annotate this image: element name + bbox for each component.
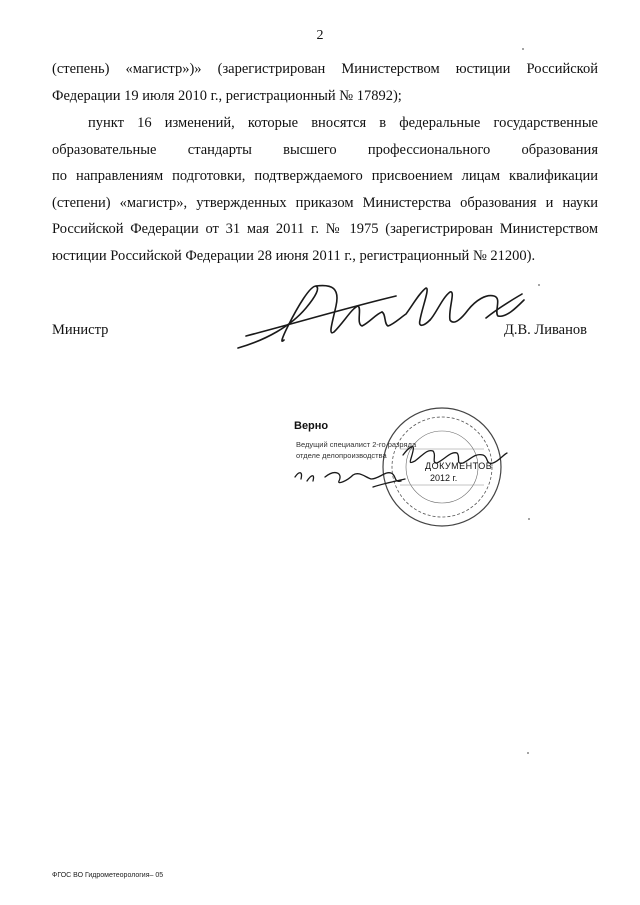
paragraph-line: пункт 16 изменений, которые вносятся в федеральные государственные [88, 115, 598, 131]
footer-code: ФГОС ВО Гидрометеорология– 05 [52, 872, 164, 879]
stamp-department-line: отделе делопроизводства [296, 451, 387, 460]
paragraph-line: (степень) «магистр»)» (зарегистрирован Министерством юстиции Российской [52, 61, 598, 77]
scan-speck [538, 284, 540, 286]
paragraph-line: (степени) «магистр», утвержденных приказом Министерства образования и науки [52, 194, 598, 211]
paragraph-line: образовательные стандарты высшего профессионального образования [52, 141, 598, 158]
stamp-position-line: Ведущий специалист 2-го разряда [296, 440, 417, 449]
certification-stamp [285, 405, 520, 525]
paragraph-line: Федерации 19 июля 2010 г., регистрационный № 17892); [52, 87, 402, 104]
paragraph-item-16 [52, 110, 598, 269]
stamp-documents-label: ДОКУМЕНТОВ [425, 461, 493, 471]
minister-title: Министр [52, 322, 109, 338]
paragraph-continuation [52, 56, 598, 109]
stamp-year: 2012 г. [430, 473, 458, 483]
minister-name: Д.В. Ливанов [504, 322, 587, 338]
paragraph-line: юстиции Российской Федерации 28 июня 2011 г., регистрационный № 21200). [52, 247, 536, 264]
scan-speck [522, 48, 524, 50]
scan-speck [527, 752, 529, 754]
minister-signature [236, 278, 526, 356]
paragraph-line: по направлениям подготовки, подтверждаемого присвоением лицам квалификации [52, 168, 598, 184]
page-number: 2 [316, 28, 324, 43]
stamp-verno-label: Верно [294, 420, 329, 432]
paragraph-line: Российской Федерации от 31 мая 2011 г. № 1975 (зарегистрирован Министерством [52, 221, 598, 237]
scan-speck [528, 518, 530, 520]
stamp-handwriting [285, 435, 520, 495]
